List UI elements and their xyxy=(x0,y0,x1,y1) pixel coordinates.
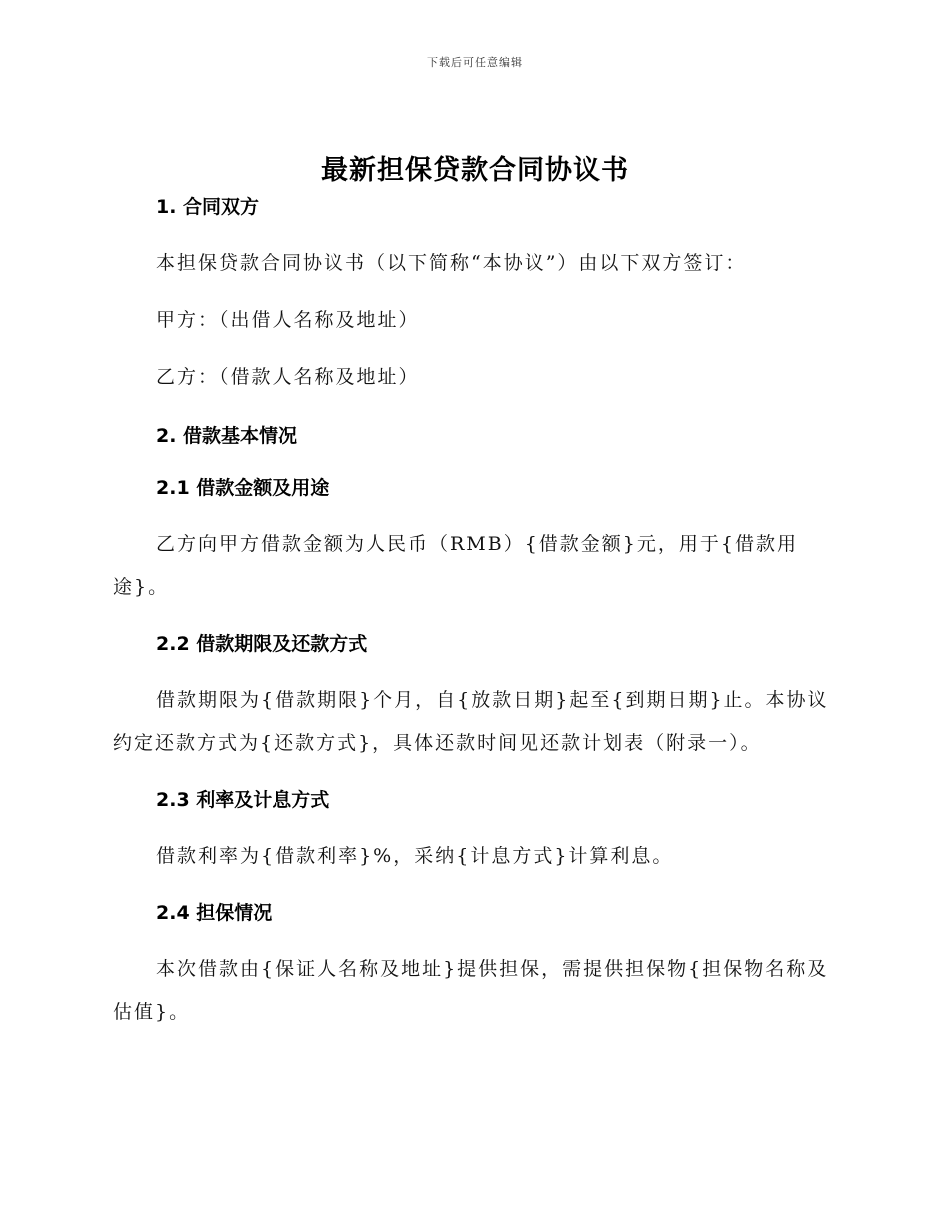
party-b-line: 乙方：（借款人名称及地址） xyxy=(156,366,420,388)
amount-purpose-paragraph: 乙方向甲方借款金额为人民币（RMB）{借款金额}元，用于{借款用途}。 xyxy=(113,533,798,598)
header-note: 下载后可任意编辑 xyxy=(427,56,523,69)
term-repayment-paragraph: 借款期限为{借款期限}个月，自{放款日期}起至{到期日期}止。本协议约定还款方式为{还款方式}，具体还款时间见还款计划表（附录一）。 xyxy=(113,689,829,754)
document-title: 最新担保贷款合同协议书 xyxy=(321,155,629,186)
section-heading-parties: 1. 合同双方 xyxy=(156,196,260,218)
section-heading-interest: 2.3 利率及计息方式 xyxy=(156,789,330,811)
section-heading-term-repayment: 2.2 借款期限及还款方式 xyxy=(156,633,368,655)
document-body xyxy=(113,190,833,1034)
parties-intro-paragraph: 本担保贷款合同协议书（以下简称“本协议”）由以下双方签订： xyxy=(156,252,747,274)
section-heading-guarantee: 2.4 担保情况 xyxy=(156,902,273,924)
party-a-line: 甲方：（出借人名称及地址） xyxy=(156,309,420,331)
section-heading-loan-basics: 2. 借款基本情况 xyxy=(156,425,298,447)
guarantee-paragraph: 本次借款由{保证人名称及地址}提供担保，需提供担保物{担保物名称及估值}。 xyxy=(113,958,829,1023)
section-heading-amount-purpose: 2.1 借款金额及用途 xyxy=(156,477,330,499)
interest-paragraph: 借款利率为{借款利率}%，采纳{计息方式}计算利息。 xyxy=(156,845,674,867)
